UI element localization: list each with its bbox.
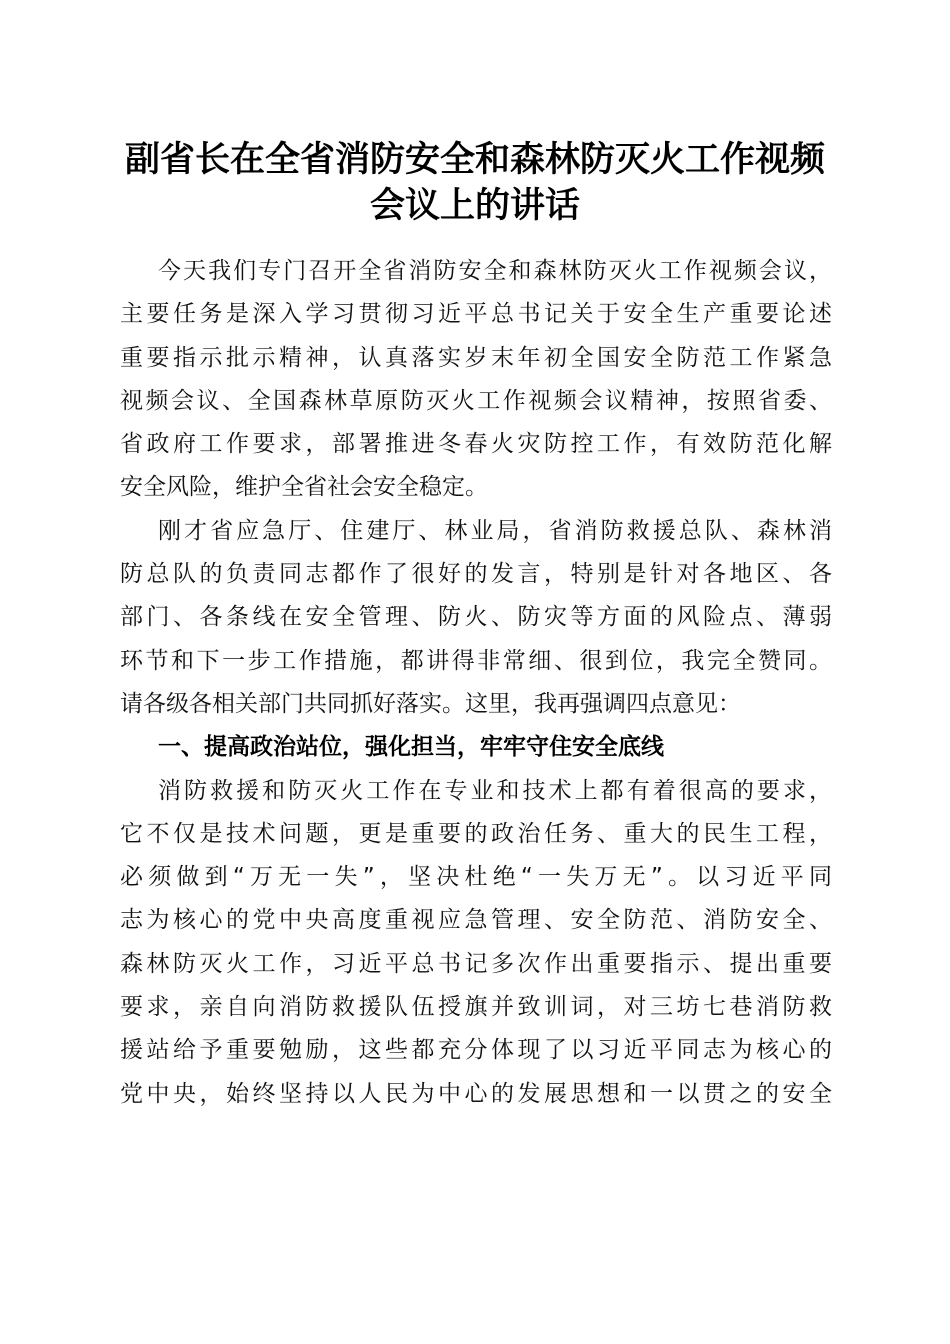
document-title [100, 137, 850, 229]
paragraph-1-line: 视频会议、全国森林草原防灭火工作视频会议精神，按照省委、 [120, 387, 832, 414]
section-heading: 一、提高政治站位，强化担当，牢牢守住安全底线 [158, 734, 664, 761]
paragraph-2-line: 刚才省应急厅、住建厅、林业局，省消防救援总队、森林消 [158, 517, 832, 544]
document-body [120, 250, 832, 1116]
paragraph-3-line: 它不仅是技术问题，更是重要的政治任务、重大的民生工程， [120, 820, 832, 847]
paragraph-1-line: 主要任务是深入学习贯彻习近平总书记关于安全生产重要论述 [120, 301, 832, 328]
paragraph-3-line: 森林防灭火工作，习近平总书记多次作出重要指示、提出重要 [120, 950, 832, 977]
paragraph-2-line: 环节和下一步工作措施，都讲得非常细、很到位，我完全赞同。 [120, 647, 832, 674]
paragraph-1-line: 省政府工作要求，部署推进冬春火灾防控工作，有效防范化解 [120, 431, 832, 458]
paragraph-3-line: 志为核心的党中央高度重视应急管理、安全防范、消防安全、 [120, 907, 832, 934]
title-line: 副省长在全省消防安全和森林防灭火工作视频 [124, 139, 825, 180]
paragraph-3-line: 必须做到“万无一失”，坚决杜绝“一失万无”。以习近平同 [120, 864, 832, 891]
paragraph-3-line: 要求，亲自向消防救援队伍授旗并致训词，对三坊七巷消防救 [120, 994, 832, 1021]
paragraph-2-line: 防总队的负责同志都作了很好的发言，特别是针对各地区、各 [120, 561, 832, 588]
paragraph-2-line: 请各级各相关部门共同抓好落实。这里，我再强调四点意见： [120, 690, 741, 717]
paragraph-1-line: 安全风险，维护全省社会安全稳定。 [120, 474, 488, 501]
paragraph-3-line: 援站给予重要勉励，这些都充分体现了以习近平同志为核心的 [120, 1037, 832, 1064]
paragraph-1-line: 重要指示批示精神，认真落实岁末年初全国安全防范工作紧急 [120, 344, 832, 371]
paragraph-3-line: 党中央，始终坚持以人民为中心的发展思想和一以贯之的安全 [120, 1080, 832, 1107]
paragraph-2-line: 部门、各条线在安全管理、防火、防灾等方面的风险点、薄弱 [120, 604, 832, 631]
paragraph-1-line: 今天我们专门召开全省消防安全和森林防灭火工作视频会议， [158, 258, 832, 284]
title-line: 会议上的讲话 [369, 185, 580, 226]
paragraph-3-line: 消防救援和防灭火工作在专业和技术上都有着很高的要求， [158, 777, 832, 804]
